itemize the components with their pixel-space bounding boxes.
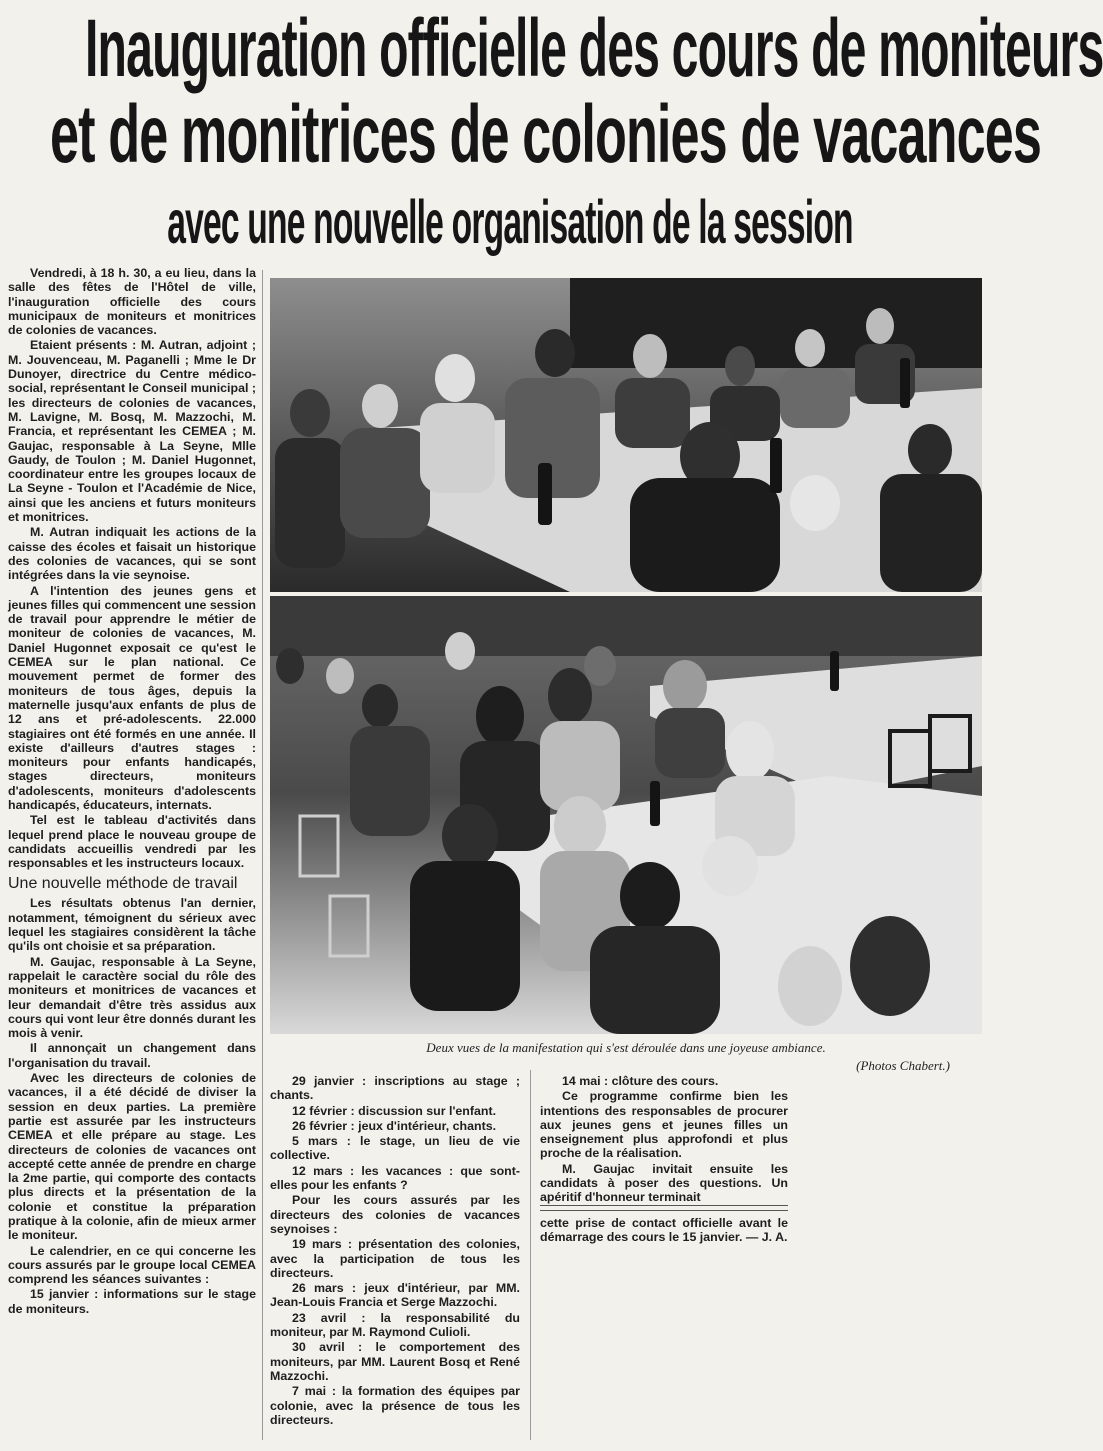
paragraph: Etaient présents : M. Autran, adjoint ; M. Jouvenceau, M. Paganelli ; Mme le Dr Dunoyer, directrice du Centre médico-social, représentant le Conseil municipal ; les directeurs de colonies de vacances, M. Lavigne, M. Bosq, M. Mazzochi, M. Francia, et représentant les CEMEA ; M. Gaujac, responsable à La Seyne, Mlle Gaudy, de Toulon ; M. Daniel Hugonnet, coordinateur entre les groupes locaux de La Seyne - Toulon et l'Académie de Nice, ainsi que les anciens et futurs moniteurs et monitrices. (8, 338, 256, 525)
paragraph: Le calendrier, en ce qui concerne les cours assurés par le groupe local CEMEA comprend les séances suivantes : (8, 1243, 256, 1287)
paragraph: 14 mai : clôture des cours. (562, 1074, 719, 1088)
headline-line-2: et de monitrices de colonies de vacances (50, 89, 1042, 181)
paragraph: Tel est le tableau d'activités dans lequel prend place le nouveau groupe de candidats accueillis vendredi par les responsables et les instructeurs locaux. (8, 813, 256, 871)
column-divider-left (262, 270, 263, 1440)
headline-line-1: Inauguration officielle des cours de moniteurs (85, 3, 1103, 95)
paragraph: M. Gaujac invitait ensuite les candidats à poser des questions. Un apéritif d'honneur terminait (540, 1161, 788, 1205)
paragraph: A l'intention des jeunes gens et jeunes filles qui commencent une session de travail pour apprendre le métier de moniteur de colonies de vacances, M. Daniel Hugonnet exposait ce qu'est le CEMEA sur le plan national. Ce mouvement permet de former des moniteurs de tous âges, depuis la maternelle jusqu'aux enfants de plus de 12 ans et pré-adolescents. 22.000 stagiaires ont été formés en une année. Il existe d'ailleurs d'autres stages : moniteurs pour enfants handicapés, stages directeurs, moniteurs d'adolescents, moniteurs d'adolescents handicapés, éducateurs, internats. (8, 583, 256, 812)
column-divider (530, 1070, 531, 1440)
photo-banquet-top (270, 278, 982, 592)
paragraph: 26 mars : jeux d'intérieur, par MM. Jean-Louis Francia et Serge Mazzochi. (270, 1281, 520, 1310)
paragraph: Les résultats obtenus l'an dernier, notamment, témoignent du sérieux avec lequel les stagiaires considèrent la tâche qu'ils ont choisie et sa préparation. (8, 896, 256, 954)
article-column-2 (270, 1074, 520, 1427)
article-column-1 (8, 266, 256, 1316)
paragraph: Il annonçait un changement dans l'organisation du travail. (8, 1041, 256, 1070)
paragraph: Vendredi, à 18 h. 30, a eu lieu, dans la salle des fêtes de l'Hôtel de ville, l'inauguration officielle des cours municipaux de moniteurs et monitrices de colonies de vacances. (8, 266, 256, 338)
paragraph: 26 février : jeux d'intérieur, chants. (292, 1118, 497, 1133)
paragraph: M. Autran indiquait les actions de la caisse des écoles et faisait un historique des colonies de vacances, qui se sont intégrées dans la vie seynoise. (8, 525, 256, 583)
photo-hall-bottom (270, 596, 982, 1034)
paragraph: Pour les cours assurés par les directeurs des colonies de vacances seynoises : (270, 1193, 520, 1236)
photo-caption: Deux vues de la manifestation qui s'est déroulée dans une joyeuse ambiance. (426, 1040, 826, 1055)
headline-subtitle: avec une nouvelle organisation de la session (167, 188, 853, 257)
paragraph: 12 mars : les vacances : que sont-elles pour les enfants ? (270, 1163, 520, 1193)
divider-rule (540, 1205, 788, 1206)
photo-credit: (Photos Chabert.) (856, 1058, 950, 1073)
photo-banquet-top-image (270, 278, 982, 592)
paragraph: Avec les directeurs de colonies de vacances, il a été décidé de diviser la session en deux parties. La première partie est assurée par les instructeurs CEMEA et elle prépare au stage. Les directeurs de colonies de vacances ont accepté cette année de prendre en charge la 2me partie, qui comporte des contacts plus directs et la présentation de la colonie et constitue la préparation pratique à la colonie, afin de mieux armer le moniteur. (8, 1071, 256, 1243)
paragraph: M. Gaujac, responsable à La Seyne, rappelait le caractère social du rôle des moniteurs et monitrices de vacances et leur demandait d'être très assidus aux cours qui vont leur être donnés durant les mois à venir. (8, 954, 256, 1041)
paragraph: 29 janvier : inscriptions au stage ; chants. (270, 1074, 520, 1103)
paragraph: 12 février : discussion sur l'enfant. (292, 1103, 497, 1118)
paragraph: cette prise de contact officielle avant le démarrage des cours le 15 janvier. — J. A. (540, 1216, 788, 1245)
paragraph: 7 mai : la formation des équipes par colonie, avec la présence de tous les directeurs. (270, 1384, 520, 1427)
paragraph: Ce programme confirme bien les intentions des responsables de procurer aux jeunes gens et jeunes filles un enseignement plus approfondi et plus proche de la réalisation. (540, 1089, 788, 1161)
divider-rule (540, 1210, 788, 1211)
section-subhead: Une nouvelle méthode de travail (8, 875, 238, 893)
paragraph: 5 mars : le stage, un lieu de vie collective. (270, 1134, 520, 1163)
article-column-3-continuation (540, 1216, 788, 1245)
paragraph: 30 avril : le comportement des moniteurs, par MM. Laurent Bosq et René Mazzochi. (270, 1340, 520, 1383)
paragraph: 19 mars : présentation des colonies, avec la participation de tous les directeurs. (270, 1237, 520, 1280)
photo-hall-bottom-image (270, 596, 982, 1034)
paragraph: 15 janvier : informations sur le stage de moniteurs. (8, 1287, 256, 1316)
article-column-3 (540, 1074, 788, 1205)
paragraph: 23 avril : la responsabilité du moniteur, par M. Raymond Culioli. (270, 1310, 520, 1340)
